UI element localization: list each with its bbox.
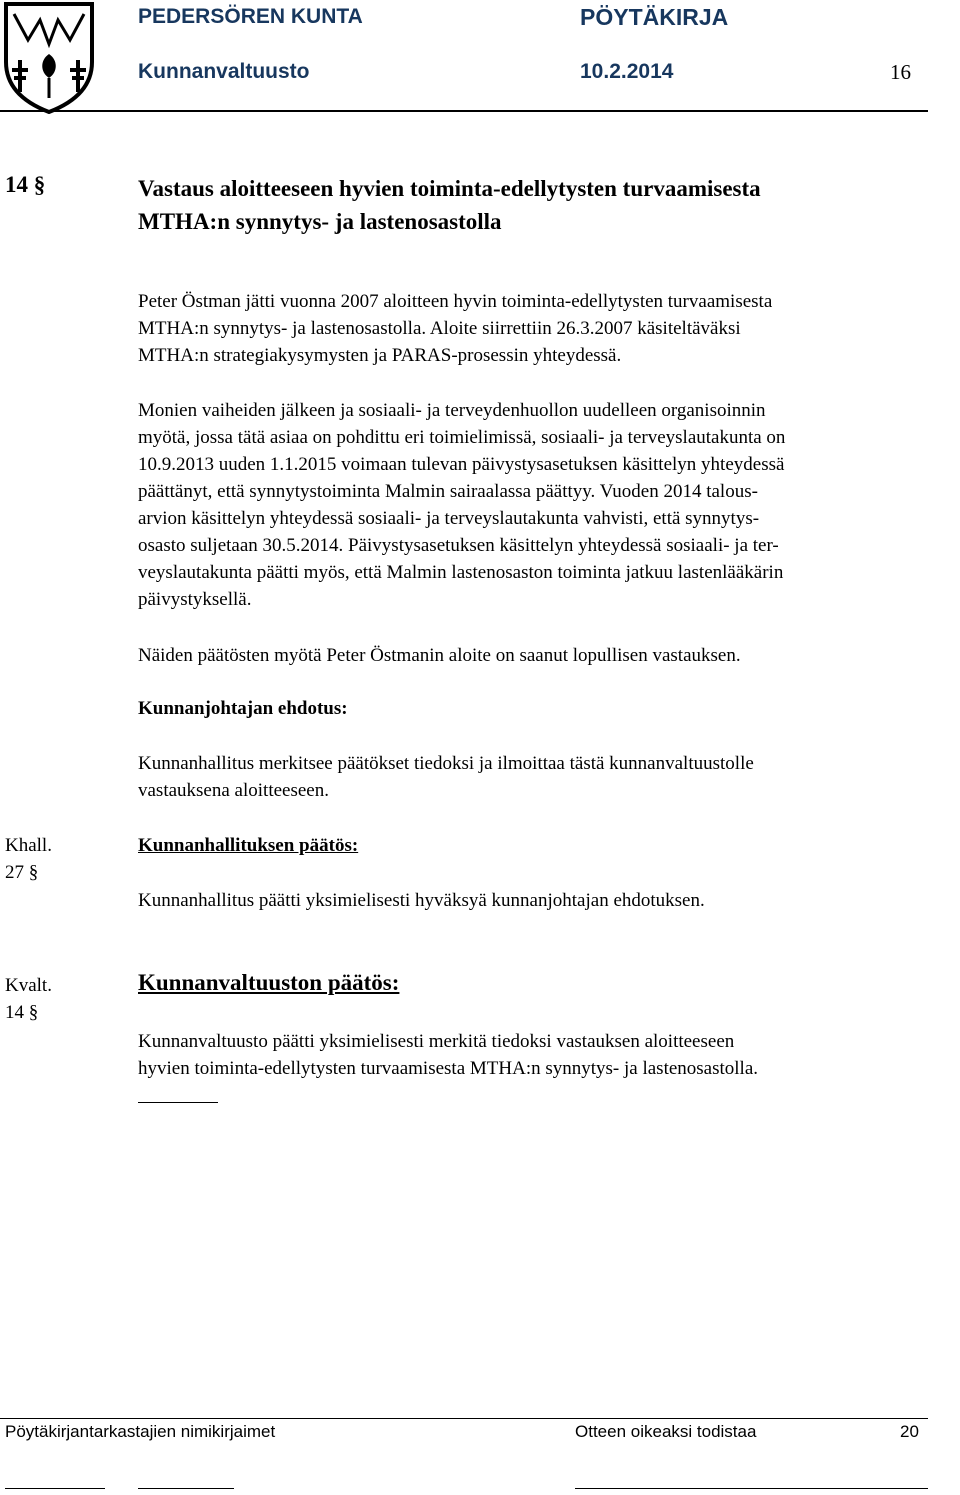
board-decision-heading: Kunnanhallituksen päätös:	[138, 835, 359, 856]
text-line: Monien vaiheiden jälkeen ja sosiaali- ja terveydenhuollon uudelleen organisoinnin	[138, 400, 766, 421]
proposal-text	[138, 750, 924, 804]
text-line: Kunnanhallitus merkitsee päätökset tiedoksi ja ilmoittaa tästä kunnanvaltuustolle	[138, 753, 754, 774]
council-margin-number: 14 §	[5, 1002, 39, 1023]
text-line: päättänyt, että synnytystoiminta Malmin sairaalassa päättyy. Vuoden 2014 talous-	[138, 481, 758, 502]
council-decision-text	[138, 1028, 924, 1082]
text-line: Kunnanvaltuusto päätti yksimielisesti merkitä tiedoksi vastauksen aloitteeseen	[138, 1031, 735, 1052]
paragraph-history	[138, 397, 924, 613]
item-title-line: MTHA:n synnytys- ja lastenosastolla	[138, 209, 502, 234]
text-line: veyslautakunta päätti myös, että Malmin lastenosaston toiminta jatkuu lastenlääkärin	[138, 562, 784, 583]
text-line: arvion käsittelyn yhteydessä sosiaali- ja terveyslautakunta vahvisti, että synnytys-	[138, 508, 760, 529]
text-line: päivystyksellä.	[138, 589, 252, 610]
text-line: myötä, jossa tätä asiaa on pohdittu eri toimielimissä, sosiaali- ja terveyslautakunta on	[138, 427, 786, 448]
municipality-name: PEDERSÖREN KUNTA	[138, 5, 363, 28]
document-type: PÖYTÄKIRJA	[580, 4, 729, 30]
proposal-heading: Kunnanjohtajan ehdotus:	[138, 698, 348, 719]
council-decision-heading: Kunnanvaltuuston päätös:	[138, 970, 400, 995]
council-margin-label: Kvalt.	[5, 975, 52, 996]
section-symbol: §	[28, 1002, 39, 1023]
header-rule	[0, 110, 928, 112]
text-line: hyvien toiminta-edellytysten turvaamisesta MTHA:n synnytys- ja lastenosastolla.	[138, 1058, 759, 1079]
coat-of-arms-icon	[0, 0, 98, 114]
text-line: MTHA:n strategiakysymysten ja PARAS-prosessin yhteydessä.	[138, 345, 622, 366]
section-symbol: §	[33, 172, 46, 197]
item-title-line: Vastaus aloitteeseen hyvien toiminta-edellytysten turvaamisesta	[138, 176, 761, 201]
footer-certify-label: Otteen oikeaksi todistaa	[575, 1422, 757, 1441]
board-margin-label: Khall.	[5, 835, 52, 856]
meeting-date: 10.2.2014	[580, 60, 674, 83]
board-decision-text: Kunnanhallitus päätti yksimielisesti hyväksyä kunnanjohtajan ehdotuksen.	[138, 890, 705, 911]
text-line: 10.9.2013 uuden 1.1.2015 voimaan tulevan päivystysasetuksen käsittelyn yhteydessä	[138, 454, 785, 475]
page-number: 16	[890, 60, 911, 84]
footer-rule	[0, 1418, 928, 1419]
meeting-body: Kunnanvaltuusto	[138, 60, 310, 83]
initials-line	[5, 1488, 105, 1489]
text-line: Näiden päätösten myötä Peter Östmanin aloite on saanut lopullisen vastauksen.	[138, 645, 741, 666]
section-symbol: §	[28, 862, 39, 883]
paragraph-initiative	[138, 288, 924, 369]
initials-line	[138, 1488, 234, 1489]
certify-line	[575, 1488, 928, 1489]
text-line: osasto suljetaan 30.5.2014. Päivystysasetuksen käsittelyn yhteydessä sosiaali- ja ter-	[138, 535, 779, 556]
item-number: 14 §	[5, 172, 46, 197]
text-line: vastauksena aloitteeseen.	[138, 780, 329, 801]
board-margin-number: 27 §	[5, 862, 39, 883]
paragraph-conclusion	[138, 642, 924, 669]
text-line: Peter Östman jätti vuonna 2007 aloitteen hyvin toiminta-edellytysten turvaamisesta	[138, 291, 773, 312]
end-rule	[138, 1102, 218, 1103]
footer-initials-label: Pöytäkirjantarkastajien nimikirjaimet	[5, 1422, 276, 1441]
text-line: MTHA:n synnytys- ja lastenosastolla. Aloite siirrettiin 26.3.2007 käsiteltäväksi	[138, 318, 741, 339]
footer-page-number: 20	[900, 1422, 919, 1441]
item-title	[138, 172, 761, 238]
